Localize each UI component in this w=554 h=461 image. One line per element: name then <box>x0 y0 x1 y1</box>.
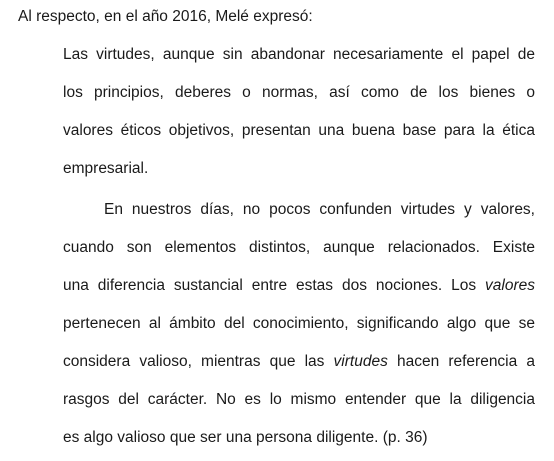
quote-p1-line-1: Las virtudes, aunque sin abandonar necesariamente el papel de <box>63 46 535 63</box>
quote-italic-valores: valores <box>485 277 535 294</box>
quote-p2-line-5 <box>63 351 535 373</box>
intro-sentence: Al respecto, en el año 2016, Melé expresó: <box>18 8 313 25</box>
quote-p2-line-2: cuando son elementos distintos, aunque relacionados. Existe <box>63 239 535 256</box>
quote-italic-virtudes: virtudes <box>333 353 388 370</box>
quote-p2-line-7: es algo valioso que ser una persona diligente. (p. 36) <box>63 429 428 446</box>
quote-p1-line-2: los principios, deberes o normas, así como de los bienes o <box>63 84 535 101</box>
quote-p2-line-4: pertenecen al ámbito del conocimiento, significando algo que se <box>63 315 535 332</box>
quote-p2-line-3-text: una diferencia sustancial entre estas dos nociones. Los <box>63 277 486 294</box>
quote-p2-line-5-text-b: hacen referencia a <box>387 353 536 370</box>
quote-p2-line-5-text-a: considera valioso, mientras que las <box>63 353 334 370</box>
quote-p2-line-3 <box>63 275 535 297</box>
quote-p2-line-1: En nuestros días, no pocos confunden virtudes y valores, <box>104 201 535 218</box>
quote-p1-line-4: empresarial. <box>63 160 149 177</box>
quote-p2-line-6: rasgos del carácter. No es lo mismo entender que la diligencia <box>63 391 535 408</box>
quote-p1-line-3: valores éticos objetivos, presentan una buena base para la ética <box>63 122 535 139</box>
